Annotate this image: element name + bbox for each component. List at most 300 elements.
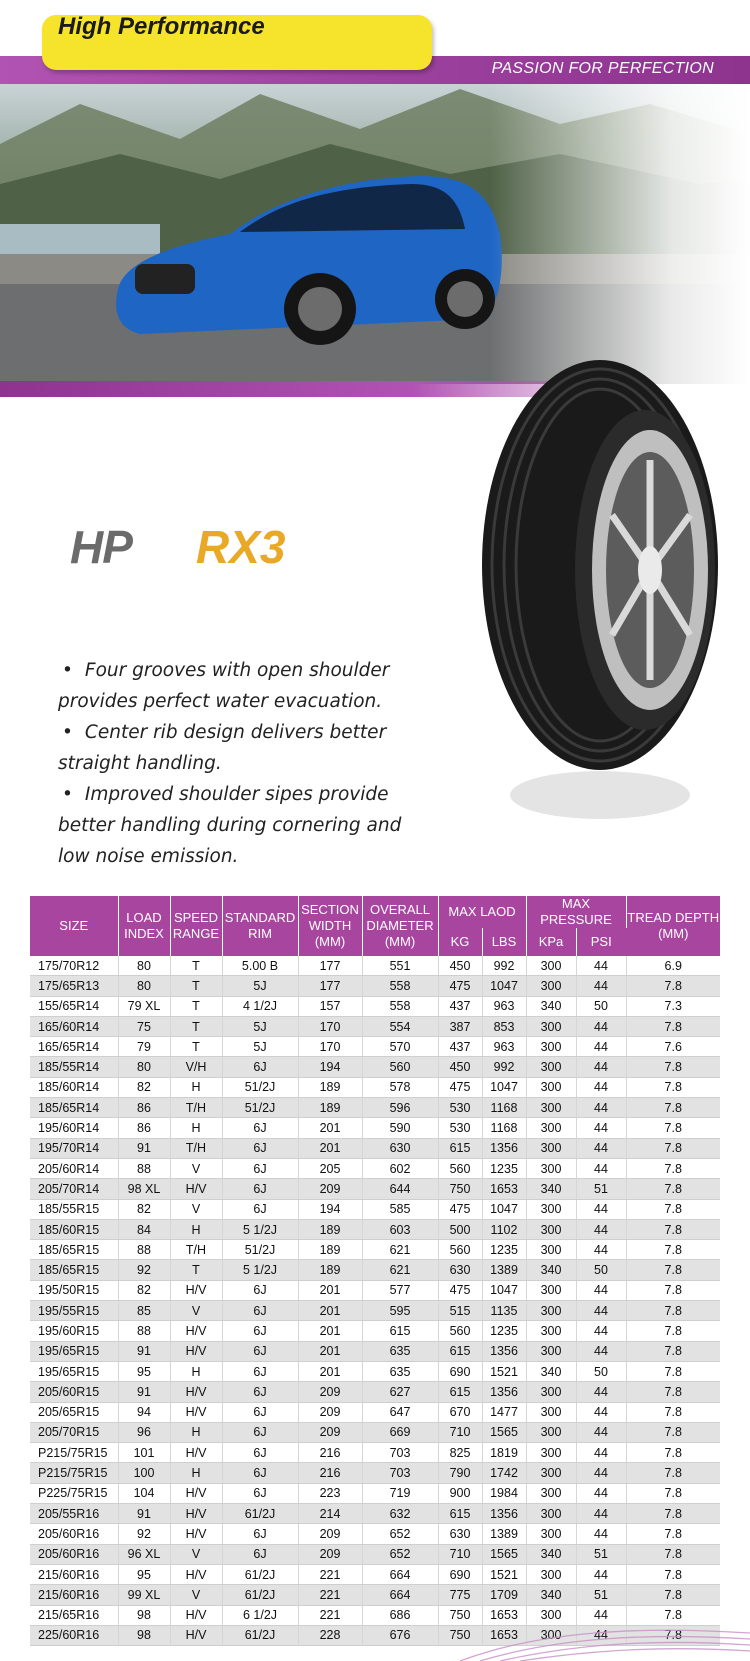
cell-standard-rim: 6J	[222, 1118, 298, 1138]
cell-psi: 44	[576, 1037, 626, 1057]
cell-psi: 44	[576, 1443, 626, 1463]
cell-tread-depth: 7.8	[626, 1585, 720, 1605]
col-overall-diameter: OVERALL DIAMETER (MM)	[362, 896, 438, 956]
table-row	[30, 1524, 720, 1544]
cell-load-index: 88	[118, 1321, 170, 1341]
cell-speed-range: V	[170, 1199, 222, 1219]
cell-size: 165/65R14	[30, 1037, 118, 1057]
cell-load-index: 94	[118, 1402, 170, 1422]
cell-kg: 530	[438, 1118, 482, 1138]
cell-speed-range: H/V	[170, 1402, 222, 1422]
cell-overall-diameter: 596	[362, 1098, 438, 1118]
cell-psi: 44	[576, 1098, 626, 1118]
cell-overall-diameter: 630	[362, 1138, 438, 1158]
cell-speed-range: H/V	[170, 1605, 222, 1625]
cell-kg: 615	[438, 1382, 482, 1402]
slogan: PASSION FOR PERFECTION	[491, 60, 714, 77]
cell-kg: 615	[438, 1504, 482, 1524]
cell-overall-diameter: 703	[362, 1443, 438, 1463]
cell-kg: 750	[438, 1625, 482, 1645]
table-row	[30, 1402, 720, 1422]
cell-speed-range: H/V	[170, 1524, 222, 1544]
cell-section-width: 170	[298, 1037, 362, 1057]
cell-overall-diameter: 669	[362, 1422, 438, 1442]
cell-kpa: 300	[526, 1199, 576, 1219]
table-row	[30, 1382, 720, 1402]
cell-section-width: 221	[298, 1564, 362, 1584]
cell-psi: 44	[576, 1301, 626, 1321]
cell-overall-diameter: 652	[362, 1524, 438, 1544]
cell-overall-diameter: 554	[362, 1016, 438, 1036]
cell-overall-diameter: 644	[362, 1179, 438, 1199]
cell-section-width: 201	[298, 1118, 362, 1138]
table-row	[30, 1422, 720, 1442]
col-kg: KG	[438, 928, 482, 956]
table-row	[30, 1564, 720, 1584]
cell-tread-depth: 7.8	[626, 976, 720, 996]
feature-item: • Center rib design delivers better straight handling.	[58, 717, 418, 779]
cell-size: 165/60R14	[30, 1016, 118, 1036]
cell-load-index: 85	[118, 1301, 170, 1321]
cell-section-width: 189	[298, 1260, 362, 1280]
cell-lbs: 1389	[482, 1524, 526, 1544]
cell-size: 195/50R15	[30, 1280, 118, 1300]
cell-tread-depth: 7.8	[626, 1280, 720, 1300]
cell-overall-diameter: 632	[362, 1504, 438, 1524]
cell-speed-range: H	[170, 1422, 222, 1442]
cell-kpa: 300	[526, 1321, 576, 1341]
cell-kg: 615	[438, 1138, 482, 1158]
cell-tread-depth: 7.8	[626, 1544, 720, 1564]
cell-standard-rim: 51/2J	[222, 1098, 298, 1118]
cell-load-index: 91	[118, 1382, 170, 1402]
category-title: High Performance	[58, 13, 265, 40]
cell-standard-rim: 61/2J	[222, 1504, 298, 1524]
cell-kg: 560	[438, 1321, 482, 1341]
col-kpa: KPa	[526, 928, 576, 956]
cell-kpa: 300	[526, 956, 576, 976]
cell-lbs: 963	[482, 1037, 526, 1057]
cell-speed-range: T	[170, 956, 222, 976]
cell-psi: 50	[576, 996, 626, 1016]
cell-kg: 710	[438, 1422, 482, 1442]
cell-load-index: 99 XL	[118, 1585, 170, 1605]
cell-size: 185/60R14	[30, 1077, 118, 1097]
cell-section-width: 216	[298, 1463, 362, 1483]
cell-load-index: 80	[118, 956, 170, 976]
cell-section-width: 201	[298, 1361, 362, 1381]
cell-standard-rim: 6J	[222, 1301, 298, 1321]
cell-load-index: 91	[118, 1504, 170, 1524]
table-row	[30, 1463, 720, 1483]
cell-tread-depth: 7.8	[626, 1463, 720, 1483]
cell-kpa: 300	[526, 1037, 576, 1057]
cell-standard-rim: 6J	[222, 1280, 298, 1300]
cell-kg: 615	[438, 1341, 482, 1361]
cell-load-index: 101	[118, 1443, 170, 1463]
cell-lbs: 1168	[482, 1098, 526, 1118]
cell-psi: 51	[576, 1544, 626, 1564]
cell-overall-diameter: 615	[362, 1321, 438, 1341]
table-row	[30, 1199, 720, 1219]
cell-load-index: 84	[118, 1219, 170, 1239]
cell-tread-depth: 7.8	[626, 1341, 720, 1361]
cell-psi: 44	[576, 1504, 626, 1524]
cell-section-width: 201	[298, 1301, 362, 1321]
cell-lbs: 1742	[482, 1463, 526, 1483]
cell-psi: 50	[576, 1361, 626, 1381]
cell-load-index: 82	[118, 1199, 170, 1219]
spec-table	[30, 896, 720, 1646]
cell-overall-diameter: 578	[362, 1077, 438, 1097]
cell-standard-rim: 6 1/2J	[222, 1605, 298, 1625]
cell-overall-diameter: 558	[362, 996, 438, 1016]
cell-size: 225/60R16	[30, 1625, 118, 1645]
table-row	[30, 1260, 720, 1280]
hero-car-image	[0, 84, 750, 384]
cell-speed-range: H/V	[170, 1179, 222, 1199]
cell-kpa: 340	[526, 1179, 576, 1199]
cell-tread-depth: 7.8	[626, 1138, 720, 1158]
cell-section-width: 194	[298, 1057, 362, 1077]
col-size: SIZE	[30, 896, 118, 956]
col-psi: PSI	[576, 928, 626, 956]
cell-lbs: 1653	[482, 1605, 526, 1625]
cell-overall-diameter: 570	[362, 1037, 438, 1057]
cell-tread-depth: 7.8	[626, 1098, 720, 1118]
cell-tread-depth: 7.8	[626, 1605, 720, 1625]
cell-standard-rim: 6J	[222, 1463, 298, 1483]
cell-tread-depth: 7.8	[626, 1321, 720, 1341]
cell-load-index: 96	[118, 1422, 170, 1442]
cell-tread-depth: 7.8	[626, 1199, 720, 1219]
cell-speed-range: V	[170, 1585, 222, 1605]
cell-size: 175/65R13	[30, 976, 118, 996]
cell-kpa: 300	[526, 1016, 576, 1036]
cell-kg: 437	[438, 1037, 482, 1057]
cell-psi: 44	[576, 1402, 626, 1422]
cell-speed-range: H/V	[170, 1504, 222, 1524]
cell-load-index: 98 XL	[118, 1179, 170, 1199]
cell-speed-range: H	[170, 1463, 222, 1483]
cell-load-index: 82	[118, 1280, 170, 1300]
cell-size: 195/65R15	[30, 1341, 118, 1361]
cell-speed-range: H	[170, 1361, 222, 1381]
cell-psi: 44	[576, 1463, 626, 1483]
cell-psi: 44	[576, 976, 626, 996]
table-row	[30, 1179, 720, 1199]
cell-load-index: 79 XL	[118, 996, 170, 1016]
cell-psi: 44	[576, 956, 626, 976]
cell-standard-rim: 6J	[222, 1057, 298, 1077]
table-row	[30, 1098, 720, 1118]
cell-lbs: 1477	[482, 1402, 526, 1422]
cell-speed-range: T	[170, 1260, 222, 1280]
cell-overall-diameter: 590	[362, 1118, 438, 1138]
cell-psi: 44	[576, 1240, 626, 1260]
cell-load-index: 98	[118, 1625, 170, 1645]
cell-lbs: 1047	[482, 1280, 526, 1300]
cell-overall-diameter: 719	[362, 1483, 438, 1503]
col-max-pressure: MAX PRESSURE	[526, 896, 626, 928]
cell-size: 185/65R15	[30, 1240, 118, 1260]
cell-section-width: 209	[298, 1524, 362, 1544]
cell-lbs: 1235	[482, 1240, 526, 1260]
cell-kpa: 300	[526, 1564, 576, 1584]
table-row	[30, 1240, 720, 1260]
cell-standard-rim: 6J	[222, 1321, 298, 1341]
cell-lbs: 1356	[482, 1138, 526, 1158]
cell-standard-rim: 51/2J	[222, 1077, 298, 1097]
cell-speed-range: H/V	[170, 1341, 222, 1361]
cell-lbs: 1168	[482, 1118, 526, 1138]
cell-overall-diameter: 602	[362, 1158, 438, 1178]
cell-standard-rim: 6J	[222, 1443, 298, 1463]
cell-kg: 775	[438, 1585, 482, 1605]
cell-size: 195/60R14	[30, 1118, 118, 1138]
cell-standard-rim: 51/2J	[222, 1240, 298, 1260]
cell-section-width: 201	[298, 1341, 362, 1361]
cell-standard-rim: 6J	[222, 1179, 298, 1199]
cell-kpa: 300	[526, 1504, 576, 1524]
cell-tread-depth: 7.8	[626, 1483, 720, 1503]
cell-load-index: 80	[118, 976, 170, 996]
cell-tread-depth: 7.8	[626, 1625, 720, 1645]
cell-psi: 44	[576, 1138, 626, 1158]
cell-lbs: 1047	[482, 976, 526, 996]
cell-tread-depth: 7.8	[626, 1077, 720, 1097]
cell-load-index: 75	[118, 1016, 170, 1036]
cell-size: 205/70R14	[30, 1179, 118, 1199]
cell-lbs: 1356	[482, 1504, 526, 1524]
cell-section-width: 209	[298, 1402, 362, 1422]
cell-load-index: 100	[118, 1463, 170, 1483]
cell-tread-depth: 7.8	[626, 1402, 720, 1422]
cell-kpa: 300	[526, 1382, 576, 1402]
cell-load-index: 86	[118, 1118, 170, 1138]
cell-lbs: 1565	[482, 1422, 526, 1442]
cell-overall-diameter: 635	[362, 1361, 438, 1381]
cell-section-width: 189	[298, 1219, 362, 1239]
cell-lbs: 1389	[482, 1260, 526, 1280]
cell-standard-rim: 5J	[222, 976, 298, 996]
cell-standard-rim: 6J	[222, 1361, 298, 1381]
cell-speed-range: T	[170, 996, 222, 1016]
cell-lbs: 1235	[482, 1321, 526, 1341]
cell-speed-range: V	[170, 1301, 222, 1321]
feature-item: • Improved shoulder sipes provide better handling during cornering and low noise emission.	[58, 779, 418, 872]
cell-kpa: 300	[526, 1524, 576, 1544]
cell-load-index: 86	[118, 1098, 170, 1118]
cell-size: 205/60R15	[30, 1382, 118, 1402]
cell-speed-range: V/H	[170, 1057, 222, 1077]
cell-section-width: 209	[298, 1179, 362, 1199]
cell-psi: 44	[576, 1158, 626, 1178]
cell-kg: 900	[438, 1483, 482, 1503]
cell-overall-diameter: 560	[362, 1057, 438, 1077]
cell-standard-rim: 6J	[222, 1402, 298, 1422]
cell-kpa: 340	[526, 1544, 576, 1564]
cell-standard-rim: 6J	[222, 1544, 298, 1564]
cell-psi: 44	[576, 1280, 626, 1300]
cell-lbs: 1356	[482, 1382, 526, 1402]
cell-kg: 750	[438, 1605, 482, 1625]
cell-overall-diameter: 686	[362, 1605, 438, 1625]
cell-section-width: 194	[298, 1199, 362, 1219]
cell-section-width: 189	[298, 1077, 362, 1097]
cell-load-index: 82	[118, 1077, 170, 1097]
cell-standard-rim: 4 1/2J	[222, 996, 298, 1016]
cell-standard-rim: 6J	[222, 1422, 298, 1442]
table-row	[30, 956, 720, 976]
cell-speed-range: T	[170, 1037, 222, 1057]
cell-tread-depth: 6.9	[626, 956, 720, 976]
cell-size: 185/55R14	[30, 1057, 118, 1077]
cell-overall-diameter: 664	[362, 1564, 438, 1584]
cell-tread-depth: 7.8	[626, 1118, 720, 1138]
cell-overall-diameter: 664	[362, 1585, 438, 1605]
cell-size: 205/65R15	[30, 1402, 118, 1422]
cell-kg: 790	[438, 1463, 482, 1483]
cell-overall-diameter: 652	[362, 1544, 438, 1564]
cell-kpa: 300	[526, 1402, 576, 1422]
cell-kg: 560	[438, 1240, 482, 1260]
cell-standard-rim: 5J	[222, 1016, 298, 1036]
cell-speed-range: H	[170, 1118, 222, 1138]
cell-section-width: 201	[298, 1280, 362, 1300]
cell-kpa: 300	[526, 1301, 576, 1321]
cell-tread-depth: 7.8	[626, 1504, 720, 1524]
spec-table-body	[30, 956, 720, 1646]
cell-section-width: 201	[298, 1138, 362, 1158]
cell-tread-depth: 7.6	[626, 1037, 720, 1057]
cell-kpa: 340	[526, 1361, 576, 1381]
cell-section-width: 157	[298, 996, 362, 1016]
cell-speed-range: H/V	[170, 1443, 222, 1463]
col-load-index: LOAD INDEX	[118, 896, 170, 956]
cell-kpa: 300	[526, 1280, 576, 1300]
feature-list	[58, 655, 418, 872]
cell-lbs: 1135	[482, 1301, 526, 1321]
cell-speed-range: H/V	[170, 1483, 222, 1503]
table-row	[30, 1544, 720, 1564]
cell-tread-depth: 7.3	[626, 996, 720, 1016]
cell-size: 195/60R15	[30, 1321, 118, 1341]
cell-speed-range: H/V	[170, 1280, 222, 1300]
cell-standard-rim: 6J	[222, 1341, 298, 1361]
cell-kpa: 300	[526, 1057, 576, 1077]
cell-speed-range: H/V	[170, 1625, 222, 1645]
cell-lbs: 1653	[482, 1179, 526, 1199]
cell-tread-depth: 7.8	[626, 1260, 720, 1280]
table-row	[30, 1057, 720, 1077]
cell-tread-depth: 7.8	[626, 1240, 720, 1260]
cell-kpa: 300	[526, 1138, 576, 1158]
cell-size: P215/75R15	[30, 1443, 118, 1463]
table-row	[30, 1158, 720, 1178]
cell-psi: 44	[576, 1422, 626, 1442]
cell-load-index: 95	[118, 1361, 170, 1381]
cell-tread-depth: 7.8	[626, 1158, 720, 1178]
cell-kg: 530	[438, 1098, 482, 1118]
cell-lbs: 1521	[482, 1361, 526, 1381]
cell-lbs: 1521	[482, 1564, 526, 1584]
cell-size: P215/75R15	[30, 1463, 118, 1483]
cell-size: 215/65R16	[30, 1605, 118, 1625]
cell-load-index: 88	[118, 1158, 170, 1178]
cell-speed-range: V	[170, 1544, 222, 1564]
cell-size: 215/60R16	[30, 1585, 118, 1605]
cell-lbs: 992	[482, 956, 526, 976]
cell-lbs: 1047	[482, 1199, 526, 1219]
cell-psi: 44	[576, 1564, 626, 1584]
cell-standard-rim: 6J	[222, 1483, 298, 1503]
cell-kpa: 300	[526, 1625, 576, 1645]
cell-kg: 690	[438, 1361, 482, 1381]
cell-kg: 515	[438, 1301, 482, 1321]
cell-lbs: 1709	[482, 1585, 526, 1605]
cell-overall-diameter: 703	[362, 1463, 438, 1483]
table-row	[30, 1483, 720, 1503]
col-tread-depth: TREAD DEPTH (MM)	[626, 896, 720, 956]
cell-overall-diameter: 676	[362, 1625, 438, 1645]
cell-load-index: 80	[118, 1057, 170, 1077]
cell-kg: 437	[438, 996, 482, 1016]
cell-load-index: 95	[118, 1564, 170, 1584]
cell-size: 205/55R16	[30, 1504, 118, 1524]
cell-section-width: 228	[298, 1625, 362, 1645]
cell-lbs: 853	[482, 1016, 526, 1036]
cell-kg: 450	[438, 1057, 482, 1077]
cell-section-width: 223	[298, 1483, 362, 1503]
cell-tread-depth: 7.8	[626, 1382, 720, 1402]
cell-standard-rim: 5 1/2J	[222, 1260, 298, 1280]
cell-size: 175/70R12	[30, 956, 118, 976]
cell-kpa: 300	[526, 1422, 576, 1442]
cell-psi: 44	[576, 1219, 626, 1239]
col-speed-range: SPEED RANGE	[170, 896, 222, 956]
cell-tread-depth: 7.8	[626, 1564, 720, 1584]
cell-psi: 51	[576, 1585, 626, 1605]
cell-kg: 825	[438, 1443, 482, 1463]
cell-lbs: 1819	[482, 1443, 526, 1463]
cell-section-width: 189	[298, 1240, 362, 1260]
cell-speed-range: T/H	[170, 1138, 222, 1158]
cell-size: P225/75R15	[30, 1483, 118, 1503]
cell-size: 205/60R16	[30, 1544, 118, 1564]
table-row	[30, 1280, 720, 1300]
cell-kg: 630	[438, 1524, 482, 1544]
feature-item: • Four grooves with open shoulder provides perfect water evacuation.	[58, 655, 418, 717]
cell-lbs: 1235	[482, 1158, 526, 1178]
cell-speed-range: V	[170, 1158, 222, 1178]
cell-kg: 690	[438, 1564, 482, 1584]
cell-kpa: 340	[526, 1260, 576, 1280]
model-name: RX3	[196, 521, 286, 573]
cell-tread-depth: 7.8	[626, 1361, 720, 1381]
cell-size: 205/60R14	[30, 1158, 118, 1178]
cell-psi: 44	[576, 1524, 626, 1544]
table-row	[30, 1219, 720, 1239]
cell-section-width: 221	[298, 1605, 362, 1625]
cell-speed-range: T/H	[170, 1240, 222, 1260]
cell-standard-rim: 6J	[222, 1524, 298, 1544]
cell-speed-range: T	[170, 1016, 222, 1036]
cell-kg: 500	[438, 1219, 482, 1239]
cell-size: 215/60R16	[30, 1564, 118, 1584]
cell-psi: 44	[576, 1382, 626, 1402]
decorative-swoosh	[460, 1621, 750, 1661]
